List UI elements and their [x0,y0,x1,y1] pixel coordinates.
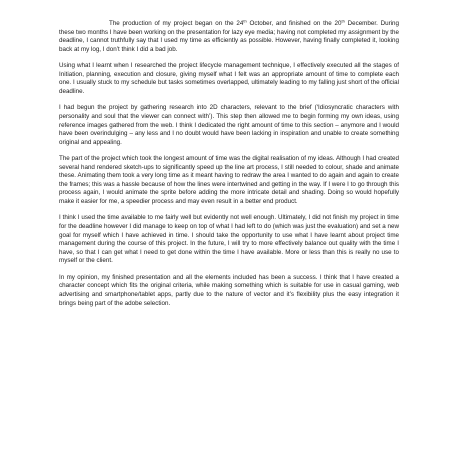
intro-text-c: December. During these two months I have been working on the presentation for lazy eye media; having not completed my assignment by the deadline, I cannot truthfully say that I used my time as efficiently as possible. However, having finally completed it, looking back at my log, I don’t think I did a bad job. [59,20,399,53]
intro-superscript-1: th [243,18,247,24]
intro-text-b: October, and finished on the 20 [246,20,342,27]
document-page [59,20,399,316]
intro-superscript-2: th [341,18,345,24]
paragraph-time-management: I think I used the time available to me fairly well but evidently not well enough. Ultimately, I did not finish my project in time for the deadline however I did manage to keep on top of what I had left to do (which was just the evaluation) and set a new goal for myself which I have achieved in time. I should take the opportunity to use what I have learnt about project time management during the course of this project. In the future, I will try to more effectively balance out quality with the time I have, so that I can get what I need to get done within the time I have available. More or less than this is really no use to myself or the client. [59,214,399,265]
paragraph-research: I had begun the project by gathering research into 2D characters, relevant to the brief (‘Idiosyncratic characters with personality and soul that the viewer can connect with’). This step then allowed me to begin forming my own ideas, using reference images gathered from the web. I think I dedicated the right amount of time to this section – anymore and I would have been overindulging – any less and I no doubt would have been lacking in inspiration and unable to create something original and appealing. [59,104,399,146]
paragraph-digital-realisation: The part of the project which took the longest amount of time was the digital realisation of my ideas. Although I had created several hand rendered sketch-ups to significantly speed up the line art process, I still needed to colour, shade and animate these. Animating them took a very long time as it meant having to redraw the area I wanted to do again and again to create the frames; this was a hassle because of how the lines were intertwined and getting in the way. If I were I to go through this process again, I would animate the sprite before adding the more intricate detail and shading. Doing so would hopefully make it easier for me, a speedier process and may even result in a better end product. [59,155,399,206]
paragraph-intro [59,20,399,54]
paragraph-conclusion: In my opinion, my finished presentation and all the elements included has been a success. I think that I have created a character concept which fits the original criteria, while making something which is suitable for use in casual gaming, web advertising and smartphone/tablet apps, partly due to the nature of vector and it’s flexibility plus the easy integration it brings being part of the adobe selection. [59,273,399,307]
intro-text-a: The production of my project began on the 24 [109,20,244,27]
paragraph-lifecycle: Using what I learnt when I researched the project lifecycle management technique, I effectively executed all the stages of Initiation, planning, execution and closure, giving myself what I felt was an appropriate amount of time to complete each one. I usually stuck to my schedule but tasks sometimes overlapped, ultimately leading to my falling just short of the official deadline. [59,62,399,95]
